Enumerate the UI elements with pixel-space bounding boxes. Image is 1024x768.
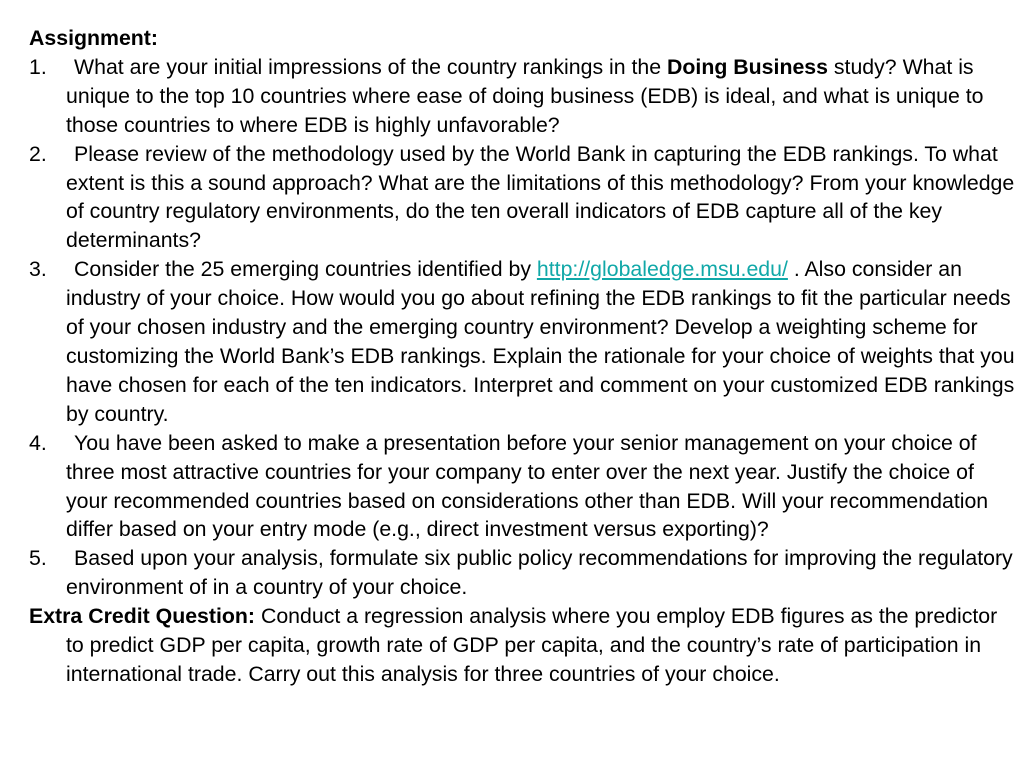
doing-business-title: Doing Business (667, 54, 828, 79)
extra-credit-question (29, 602, 1016, 689)
list-item-2 (29, 140, 1016, 256)
list-item-5 (29, 544, 1016, 602)
list-item-3 (29, 255, 1016, 428)
item-text-before: Consider the 25 emerging countries identified by (74, 257, 537, 282)
item-text: Please review of the methodology used by the World Bank in capturing the EDB rankings. To what extent is this a sound approach? What are the limitations of this methodology? From your knowledge of country regulatory environments, do the ten overall indicators of EDB capture all of the key determinants? (66, 141, 1015, 253)
item-text: Based upon your analysis, formulate six public policy recommendations for improving the regulatory environment of in a country of your choice. (66, 546, 1013, 600)
item-number: 4. (29, 430, 47, 455)
item-number: 1. (29, 54, 47, 79)
item-text-before: What are your initial impressions of the country rankings in the (74, 54, 668, 79)
extra-credit-text: Conduct a regression analysis where you employ EDB figures as the predictor to predict GDP per capita, growth rate of GDP per capita, and the country’s rate of participation in international trade. Carry out this analysis for three countries of your choice. (66, 604, 998, 686)
item-text-after: . Also consider an industry of your choice. How would you go about refining the EDB rankings to fit the particular needs of your chosen industry and the emerging country environment? Develop a weighting scheme for customizing the World Bank’s EDB rankings. Explain the rationale for your choice of weights that you have chosen for each of the ten indicators. Interpret and comment on your customized EDB rankings by country. (66, 257, 1015, 426)
item-number: 3. (29, 257, 47, 282)
extra-credit-label: Extra Credit Question: (29, 604, 256, 629)
globaledge-link[interactable]: http://globaledge.msu.edu/ (536, 257, 788, 282)
list-item-1 (29, 53, 1016, 140)
item-number: 5. (29, 546, 47, 571)
list-item-4 (29, 429, 1016, 545)
item-text-after: study? What is unique to the top 10 countries where ease of doing business (EDB) is ideal, and what is unique to those countries to where EDB is highly unfavorable? (66, 54, 984, 137)
item-number: 2. (29, 141, 47, 166)
item-text: You have been asked to make a presentation before your senior management on your choice of three most attractive countries for your company to enter over the next year. Justify the choice of your recommended countries based on considerations other than EDB. Will your recommendation differ based on your entry mode (e.g., direct investment versus exporting)? (66, 430, 989, 542)
assignment-heading: Assignment: (29, 26, 158, 50)
